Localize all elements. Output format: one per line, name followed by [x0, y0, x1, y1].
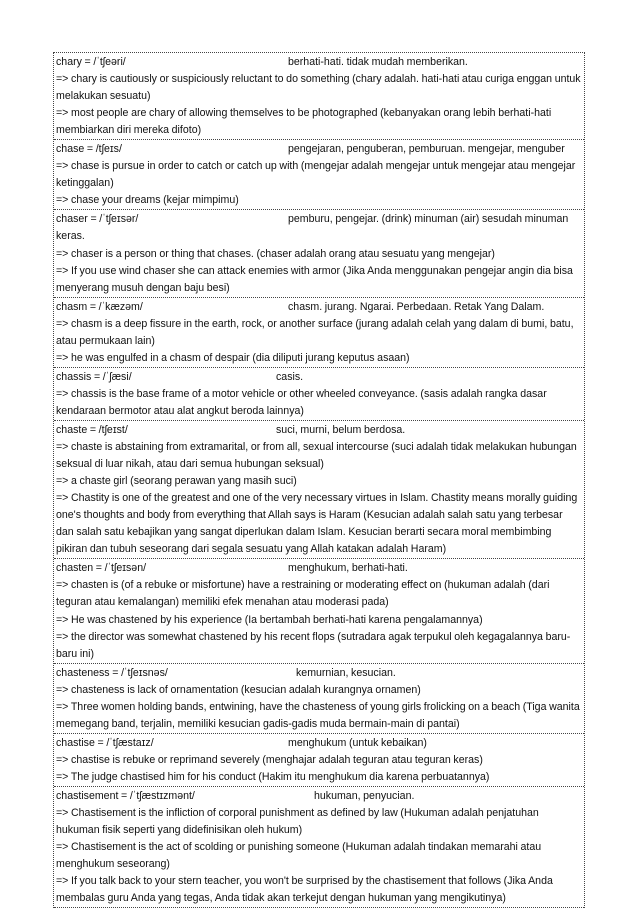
entry-example: => chasten is (of a rebuke or misfortune) have a restraining or moderating effect on (hukuman adalah (dari teguran atau kemalangan) memiliki efek menahan atau moderasi pada): [56, 579, 550, 609]
entry-term: chasten = /ˈtʃeɪsən/: [56, 562, 147, 575]
entry-example: => a chaste girl (seorang perawan yang masih suci): [56, 475, 297, 488]
entry-chastise: [54, 734, 584, 787]
entry-head: [56, 422, 582, 439]
entry-example: => chasm is a deep fissure in the earth, rock, or another surface (jurang adalah celah yang dalam di bumi, batu, atau permukaan lain): [56, 317, 574, 347]
entry-term: chastisement = /ˈtʃæstɪzmənt/: [56, 789, 195, 802]
entry-term: chaser = /ˈtʃeɪsər/: [56, 213, 139, 226]
entry-example: => Three women holding bands, entwining, have the chasteness of young girls frolicking on a beach (Tiga wanita memegang band, terjalin, memiliki kesucian gadis-gadis muda bermain-main di pantai): [56, 700, 580, 730]
entry-meaning: berhati-hati. tidak mudah memberikan.: [288, 56, 468, 68]
entry-chassis: [54, 368, 584, 421]
entry-chaste: [54, 421, 584, 559]
entry-example: => most people are chary of allowing themselves to be photographed (kebanyakan orang lebih berhati-hati membiarkan diri mereka difoto): [56, 107, 552, 137]
entry-meaning: casis.: [276, 370, 304, 383]
entry-example: => he was engulfed in a chasm of despair (dia diliputi jurang keputus asaan): [56, 351, 410, 364]
entry-chasm: [54, 298, 584, 368]
entry-term: chassis = /ˈʃæsi/: [56, 370, 132, 383]
entry-term: chaste = /tʃeɪst/: [56, 423, 128, 436]
entry-meaning: menghukum, berhati-hati.: [288, 562, 408, 575]
entry-chase: [54, 140, 584, 210]
entry-meaning: suci, murni, belum berdosa.: [276, 423, 406, 436]
entry-term: chase = /tʃeɪs/: [56, 143, 122, 156]
entry-meaning: hukuman, penyucian.: [314, 789, 415, 802]
entry-head: [56, 211, 582, 245]
entry-chasten: [54, 559, 584, 663]
entry-example: => Chastisement is the act of scolding or punishing someone (Hukuman adalah tindakan memarahi atau menghukum seseorang): [56, 841, 542, 871]
entry-term: chary = /ˈtʃeəri/: [56, 56, 126, 68]
entry-example: => chasteness is lack of ornamentation (kesucian adalah kurangnya ornamen): [56, 683, 421, 696]
entry-head: [56, 54, 582, 71]
entry-head: [56, 665, 582, 682]
entry-example: => If you use wind chaser she can attack enemies with armor (Jika Anda menggunakan pengejar angin dia bisa menyerang musuh dengan baju besi): [56, 264, 573, 294]
entry-example: => chary is cautiously or suspiciously reluctant to do something (chary adalah. hati-hati atau curiga enggan untuk melakukan sesuatu): [56, 73, 581, 103]
entry-chary: [54, 53, 584, 140]
entry-example: => the director was somewhat chastened by his recent flops (sutradara agak terpukul oleh kegagalannya baru-baru ini): [56, 630, 571, 660]
entry-example: => chaste is abstaining from extramarital, or from all, sexual intercourse (suci adalah tidak melakukan hubungan seksual di luar nikah, atau dari semua hubungan seksual): [56, 441, 577, 471]
entry-term: chasteness = /ˈtʃeɪsnəs/: [56, 666, 168, 679]
entry-head: [56, 788, 582, 805]
entry-head: [56, 735, 582, 752]
entry-example: => If you talk back to your stern teacher, you won't be surprised by the chastisement that follows (Jika Anda membalas guru Anda yang tegas, Anda tidak akan terkejut dengan hukuman yang mengikutinya): [56, 875, 553, 905]
entry-meaning: pengejaran, penguberan, pemburuan. mengejar, menguber: [288, 143, 565, 156]
entry-chasteness: [54, 664, 584, 734]
entry-example: => The judge chastised him for his conduct (Hakim itu menghukum dia karena perbuatannya): [56, 770, 490, 783]
entry-head: [56, 141, 582, 158]
entry-example: => chase your dreams (kejar mimpimu): [56, 194, 239, 207]
entry-term: chastise = /ˈtʃæstaɪz/: [56, 736, 154, 749]
entry-example: => chastise is rebuke or reprimand severely (menghajar adalah teguran atau teguran keras): [56, 753, 483, 766]
entry-chaser: [54, 210, 584, 297]
entry-meaning: kemurnian, kesucian.: [296, 666, 396, 679]
entry-term: chasm = /ˈkæzəm/: [56, 300, 143, 313]
entry-meaning: pemburu, pengejar. (drink) minuman (air) sesudah minuman keras.: [56, 213, 569, 243]
entry-meaning: menghukum (untuk kebaikan): [288, 736, 427, 749]
entry-example: => chassis is the base frame of a motor vehicle or other wheeled conveyance. (sasis adalah rangka dasar kendaraan bermotor atau alat angkut beroda lainnya): [56, 387, 547, 417]
entry-example: => chase is pursue in order to catch or catch up with (mengejar adalah mengejar untuk mengejar atau mengejar ketinggalan): [56, 160, 576, 190]
entry-head: [56, 560, 582, 577]
entry-example: => chaser is a person or thing that chases. (chaser adalah orang atau sesuatu yang mengejar): [56, 247, 495, 260]
vocabulary-document: [53, 52, 585, 908]
entry-head: [56, 369, 582, 386]
entry-chastisement: [54, 787, 584, 908]
entry-example: => Chastity is one of the greatest and one of the very necessary virtues in Islam. Chastity means morally guiding one's thoughts and body from everything that Allah says is Haram (Kesucian adalah salah satu yang terbesar dan salah satu kebajikan yang sangat diperlukan dalam Islam. Kesucian berarti secara moral membimbing pikiran dan tubuh seseorang dari segala sesuatu yang Allah katakan adalah Haram): [56, 492, 578, 556]
entry-example: => Chastisement is the infliction of corporal punishment as defined by law (Hukuman adalah penjatuhan hukuman fisik seperti yang didefinisikan oleh hukum): [56, 807, 539, 837]
entry-example: => He was chastened by his experience (Ia bertambah berhati-hati karena pengalamannya): [56, 613, 483, 626]
entry-meaning: chasm. jurang. Ngarai. Perbedaan. Retak Yang Dalam.: [288, 300, 545, 313]
entry-head: [56, 299, 582, 316]
